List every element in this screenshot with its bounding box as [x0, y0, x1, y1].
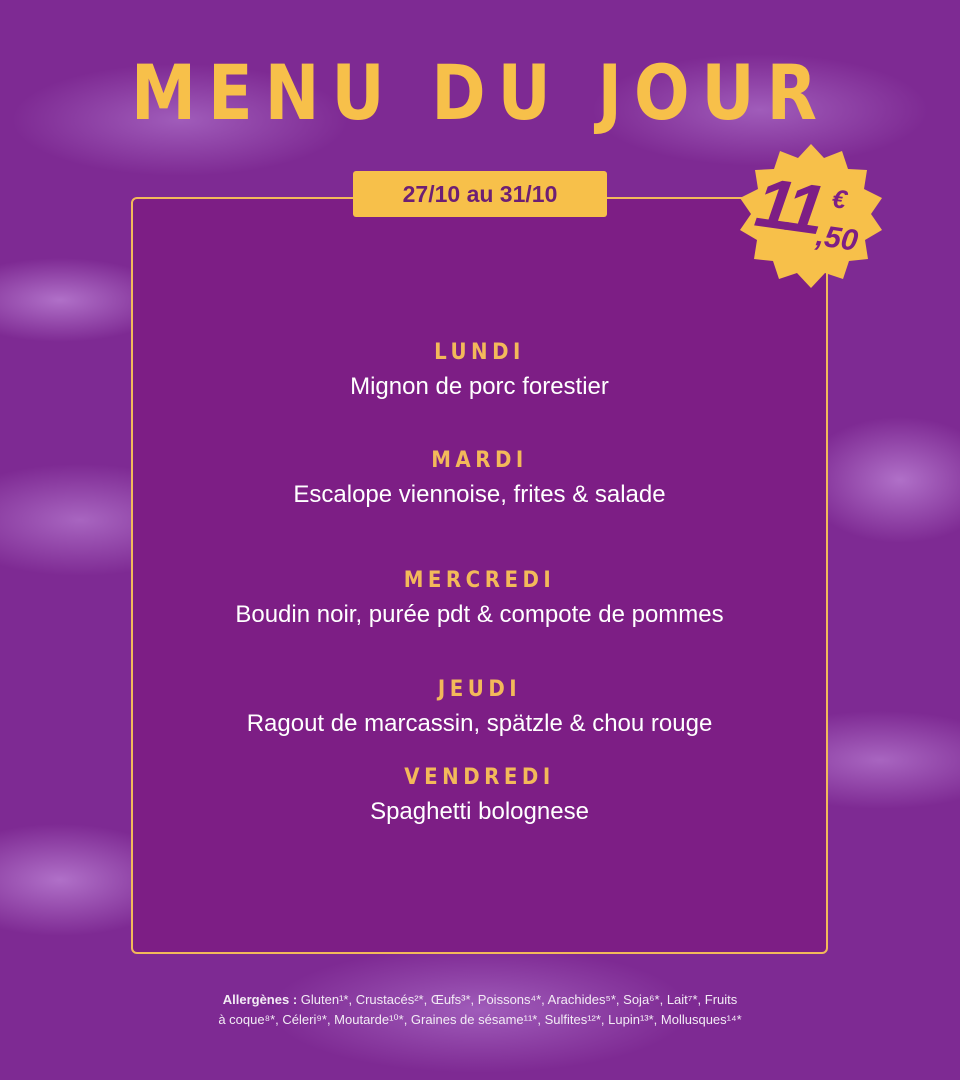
allergens-note: [150, 990, 810, 1030]
dish-name: Ragout de marcassin, spätzle & chou rouge: [246, 710, 713, 737]
dish-name: Spaghetti bolognese: [370, 798, 589, 825]
price-main: 11: [750, 162, 826, 250]
day-name: MARDI: [431, 448, 528, 473]
day-name: VENDREDI: [404, 765, 555, 790]
day-thursday: [131, 677, 828, 738]
day-monday: [131, 340, 828, 401]
day-name: LUNDI: [434, 340, 525, 365]
date-range-badge: 27/10 au 31/10: [353, 171, 607, 217]
day-friday: [131, 765, 828, 826]
page-title: MENU DU JOUR: [130, 48, 830, 137]
price-cents: ,50: [813, 219, 860, 258]
dish-name: Boudin noir, purée pdt & compote de pommes: [235, 601, 724, 628]
price-badge: [736, 142, 886, 294]
day-name: JEUDI: [437, 677, 522, 702]
price-currency: €: [830, 183, 849, 215]
day-wednesday: [131, 568, 828, 629]
dish-name: Mignon de porc forestier: [350, 373, 609, 400]
allergens-line-1: Gluten¹*, Crustacés²*, Œufs³*, Poissons⁴*, Arachides⁵*, Soja⁶*, Lait⁷*, Fruits: [300, 992, 738, 1007]
allergens-label: Allergènes :: [222, 992, 298, 1007]
day-name: MERCREDI: [403, 568, 556, 593]
day-tuesday: [131, 448, 828, 509]
allergens-line-2: à coque⁸*, Céleri⁹*, Moutarde¹⁰*, Graines de sésame¹¹*, Sulfites¹²*, Lupin¹³*, Mollusques¹⁴*: [218, 1012, 742, 1027]
dish-name: Escalope viennoise, frites & salade: [293, 481, 666, 508]
